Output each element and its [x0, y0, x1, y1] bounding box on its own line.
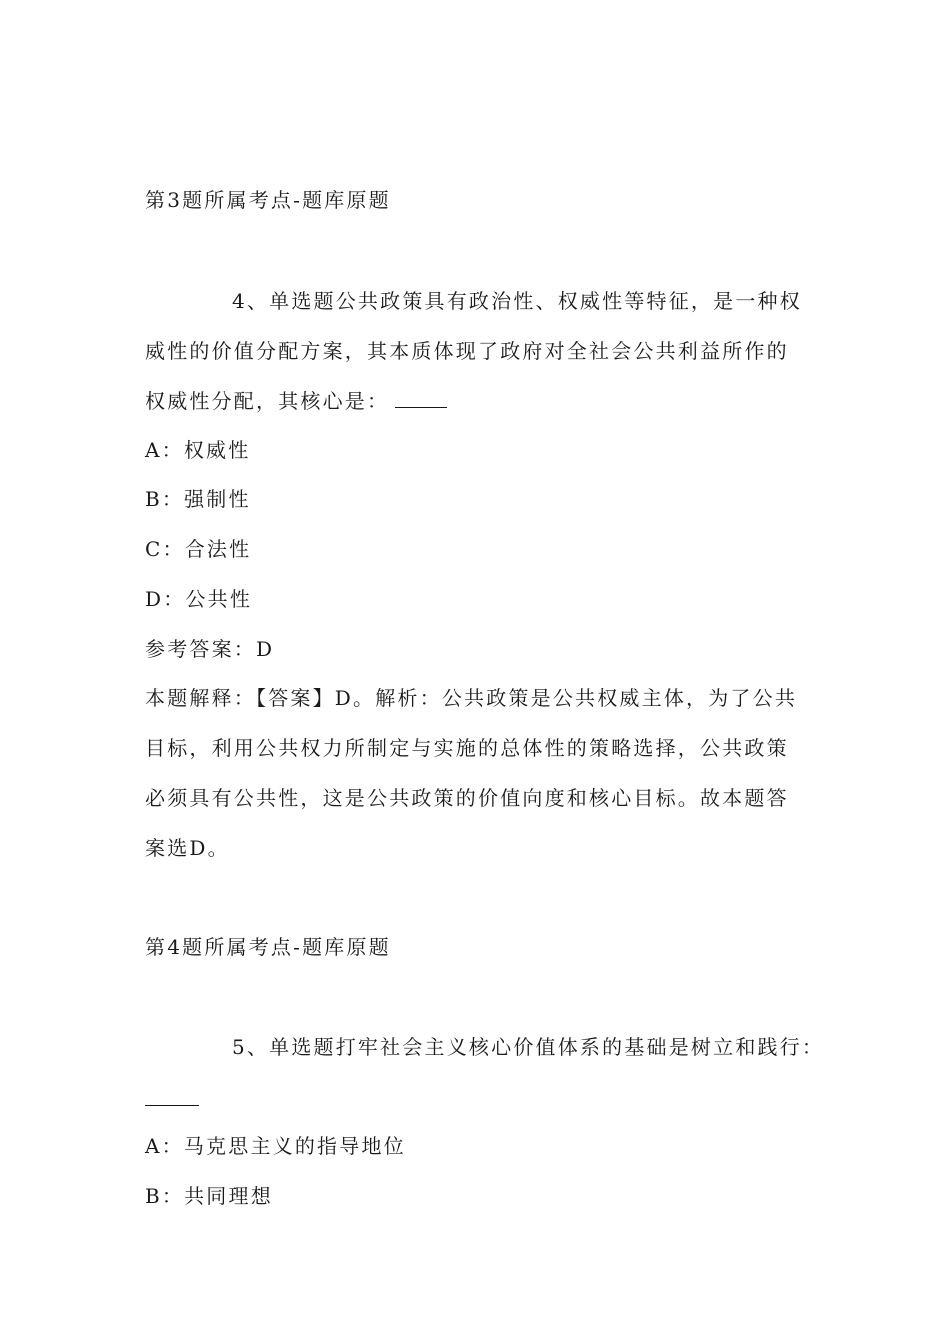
q5-stem-line-1: 5、单选题打牢社会主义核心价值体系的基础是树立和践行：	[232, 1035, 825, 1059]
q4-option-b: B：强制性	[145, 487, 251, 511]
q4-topic-label: 第4题所属考点-题库原题	[145, 935, 391, 959]
q4-stem-line-3	[145, 389, 447, 413]
q4-stem-line-1: 4、单选题公共政策具有政治性、权威性等特征，是一种权	[232, 289, 802, 313]
q4-stem-line-2: 威性的价值分配方案，其本质体现了政府对全社会公共利益所作的	[145, 339, 789, 363]
q4-option-a: A：权威性	[145, 438, 251, 462]
q4-explanation-line-4: 案选D。	[145, 836, 230, 860]
q4-option-c: C：合法性	[145, 537, 252, 561]
q4-stem-line-3-text: 权威性分配，其核心是：	[145, 389, 390, 413]
q4-explanation-line-2: 目标，利用公共权力所制定与实施的总体性的策略选择，公共政策	[145, 736, 789, 760]
q4-explanation-line-3: 必须具有公共性，这是公共政策的价值向度和核心目标。故本题答	[145, 786, 789, 810]
q4-reference-answer: 参考答案：D	[145, 637, 275, 661]
q5-option-a: A：马克思主义的指导地位	[145, 1134, 406, 1158]
q4-explanation-line-1: 本题解释：【答案】D。解析：公共政策是公共权威主体，为了公共	[145, 686, 798, 710]
q4-option-d: D：公共性	[145, 587, 253, 611]
q4-answer-blank	[395, 407, 447, 408]
q5-option-b: B：共同理想	[145, 1184, 273, 1208]
q3-topic-label: 第3题所属考点-题库原题	[145, 188, 391, 212]
q5-answer-blank	[145, 1105, 199, 1106]
